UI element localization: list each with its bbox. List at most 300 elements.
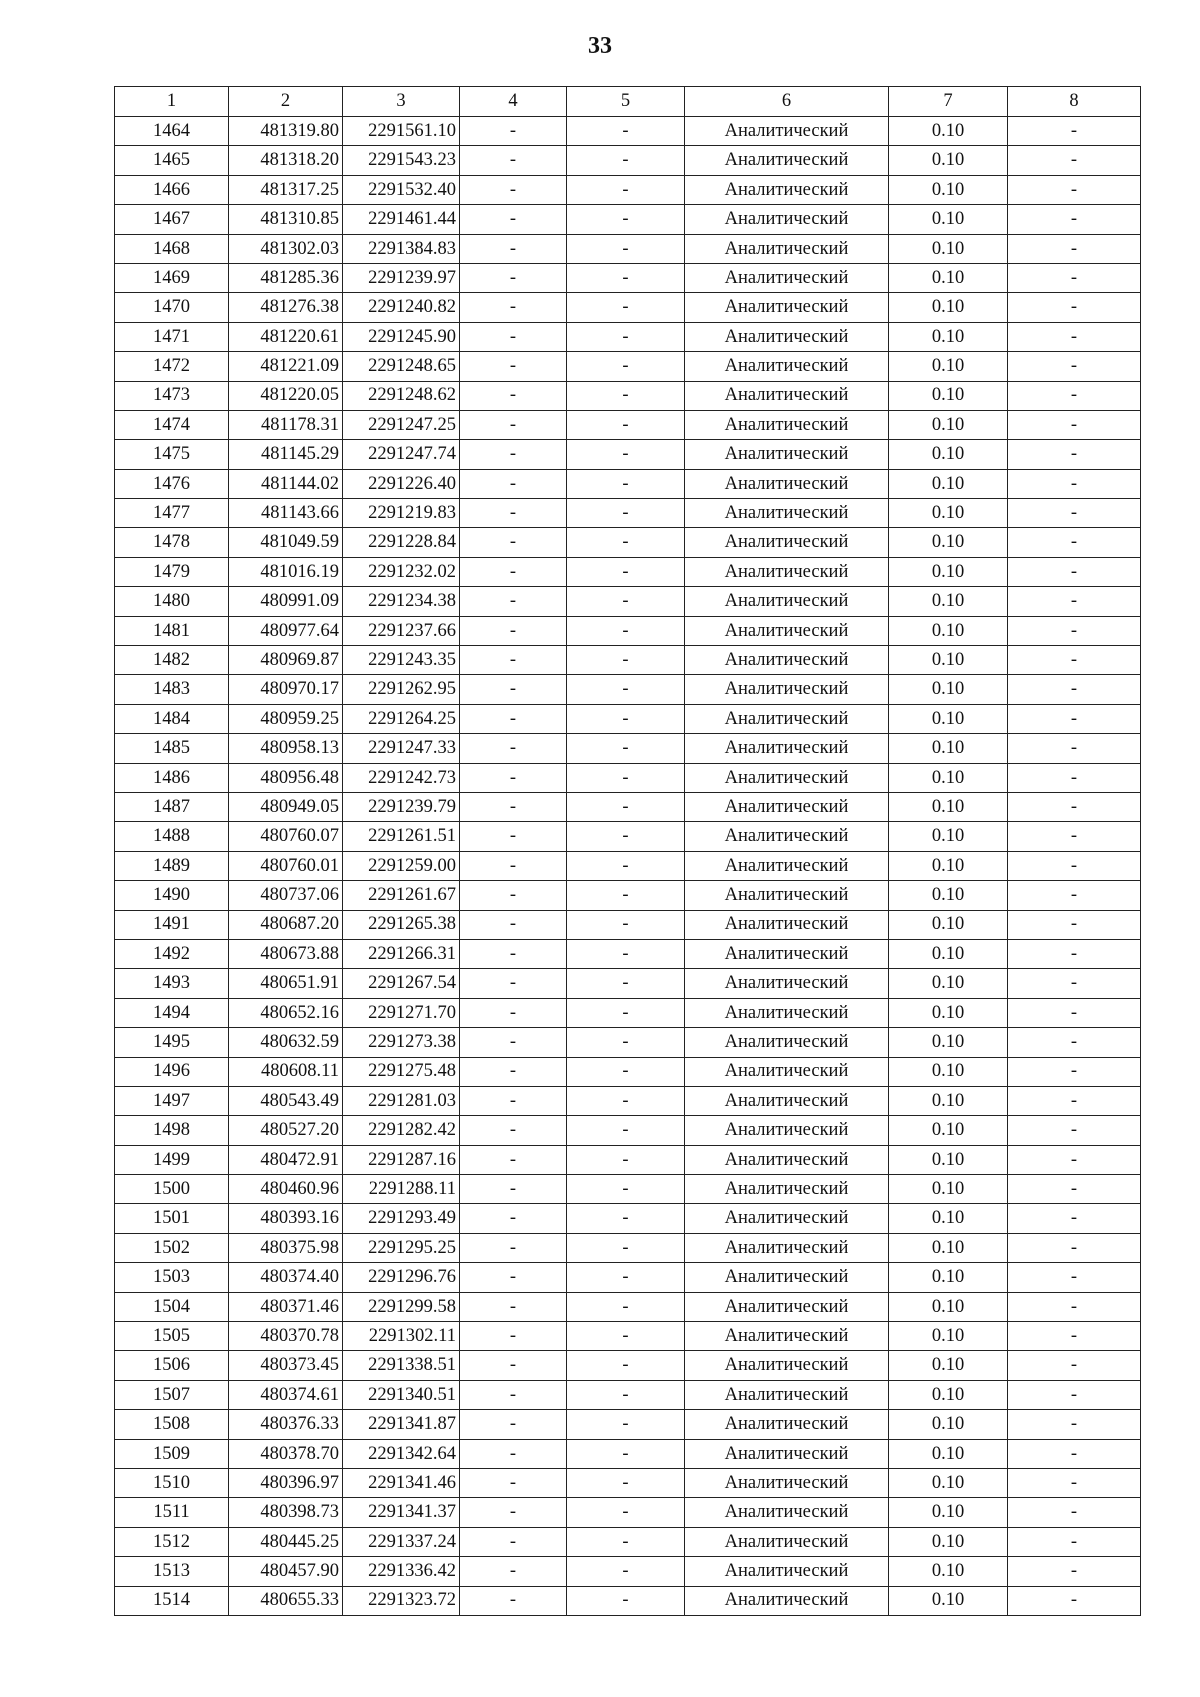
column-5-cell: - [567, 969, 685, 998]
method-cell: Аналитический [685, 381, 889, 410]
table-row [115, 557, 1141, 586]
column-4-cell: - [460, 263, 567, 292]
column-5-cell: - [567, 205, 685, 234]
method-cell: Аналитический [685, 175, 889, 204]
table-row [115, 910, 1141, 939]
x-coordinate-cell: 480760.07 [229, 822, 343, 851]
column-5-cell: - [567, 998, 685, 1027]
y-coordinate-cell: 2291239.97 [343, 263, 460, 292]
accuracy-cell: 0.10 [889, 910, 1008, 939]
accuracy-cell: 0.10 [889, 1351, 1008, 1380]
column-5-cell: - [567, 1292, 685, 1321]
accuracy-cell: 0.10 [889, 352, 1008, 381]
table-row [115, 616, 1141, 645]
method-cell: Аналитический [685, 939, 889, 968]
table-row [115, 410, 1141, 439]
accuracy-cell: 0.10 [889, 1527, 1008, 1556]
column-4-cell: - [460, 381, 567, 410]
x-coordinate-cell: 481319.80 [229, 117, 343, 146]
column-8-cell: - [1008, 1527, 1141, 1556]
column-8-cell: - [1008, 499, 1141, 528]
method-cell: Аналитический [685, 616, 889, 645]
point-number-cell: 1500 [115, 1175, 229, 1204]
column-header: 1 [115, 87, 229, 117]
column-5-cell: - [567, 293, 685, 322]
column-4-cell: - [460, 616, 567, 645]
point-number-cell: 1478 [115, 528, 229, 557]
y-coordinate-cell: 2291237.66 [343, 616, 460, 645]
column-5-cell: - [567, 1263, 685, 1292]
column-8-cell: - [1008, 616, 1141, 645]
column-4-cell: - [460, 1527, 567, 1556]
column-5-cell: - [567, 440, 685, 469]
accuracy-cell: 0.10 [889, 175, 1008, 204]
x-coordinate-cell: 480457.90 [229, 1557, 343, 1586]
accuracy-cell: 0.10 [889, 1586, 1008, 1615]
column-8-cell: - [1008, 1322, 1141, 1351]
column-8-cell: - [1008, 381, 1141, 410]
x-coordinate-cell: 480949.05 [229, 792, 343, 821]
column-5-cell: - [567, 792, 685, 821]
column-4-cell: - [460, 1175, 567, 1204]
column-4-cell: - [460, 704, 567, 733]
point-number-cell: 1464 [115, 117, 229, 146]
table-row [115, 381, 1141, 410]
column-8-cell: - [1008, 792, 1141, 821]
column-5-cell: - [567, 1175, 685, 1204]
y-coordinate-cell: 2291243.35 [343, 646, 460, 675]
x-coordinate-cell: 480393.16 [229, 1204, 343, 1233]
table-row [115, 1116, 1141, 1145]
y-coordinate-cell: 2291248.65 [343, 352, 460, 381]
column-header: 4 [460, 87, 567, 117]
accuracy-cell: 0.10 [889, 969, 1008, 998]
column-4-cell: - [460, 646, 567, 675]
x-coordinate-cell: 480371.46 [229, 1292, 343, 1321]
accuracy-cell: 0.10 [889, 646, 1008, 675]
column-4-cell: - [460, 499, 567, 528]
method-cell: Аналитический [685, 998, 889, 1027]
table-row [115, 352, 1141, 381]
column-4-cell: - [460, 146, 567, 175]
x-coordinate-cell: 481144.02 [229, 469, 343, 498]
column-5-cell: - [567, 322, 685, 351]
method-cell: Аналитический [685, 881, 889, 910]
x-coordinate-cell: 480373.45 [229, 1351, 343, 1380]
column-5-cell: - [567, 381, 685, 410]
column-4-cell: - [460, 293, 567, 322]
column-5-cell: - [567, 1116, 685, 1145]
x-coordinate-cell: 481220.05 [229, 381, 343, 410]
column-header: 5 [567, 87, 685, 117]
column-4-cell: - [460, 969, 567, 998]
accuracy-cell: 0.10 [889, 528, 1008, 557]
y-coordinate-cell: 2291384.83 [343, 234, 460, 263]
column-5-cell: - [567, 910, 685, 939]
y-coordinate-cell: 2291247.25 [343, 410, 460, 439]
table-row [115, 1322, 1141, 1351]
accuracy-cell: 0.10 [889, 440, 1008, 469]
column-5-cell: - [567, 851, 685, 880]
x-coordinate-cell: 480375.98 [229, 1233, 343, 1262]
x-coordinate-cell: 480374.61 [229, 1380, 343, 1409]
accuracy-cell: 0.10 [889, 205, 1008, 234]
table-row [115, 969, 1141, 998]
column-5-cell: - [567, 1498, 685, 1527]
column-4-cell: - [460, 528, 567, 557]
point-number-cell: 1476 [115, 469, 229, 498]
column-4-cell: - [460, 1468, 567, 1497]
column-8-cell: - [1008, 293, 1141, 322]
x-coordinate-cell: 480632.59 [229, 1028, 343, 1057]
accuracy-cell: 0.10 [889, 469, 1008, 498]
y-coordinate-cell: 2291232.02 [343, 557, 460, 586]
y-coordinate-cell: 2291234.38 [343, 587, 460, 616]
accuracy-cell: 0.10 [889, 1145, 1008, 1174]
x-coordinate-cell: 480445.25 [229, 1527, 343, 1556]
accuracy-cell: 0.10 [889, 704, 1008, 733]
column-8-cell: - [1008, 704, 1141, 733]
point-number-cell: 1490 [115, 881, 229, 910]
column-5-cell: - [567, 763, 685, 792]
point-number-cell: 1495 [115, 1028, 229, 1057]
point-number-cell: 1489 [115, 851, 229, 880]
accuracy-cell: 0.10 [889, 1557, 1008, 1586]
accuracy-cell: 0.10 [889, 1292, 1008, 1321]
column-8-cell: - [1008, 1116, 1141, 1145]
table-row [115, 939, 1141, 968]
method-cell: Аналитический [685, 792, 889, 821]
accuracy-cell: 0.10 [889, 1204, 1008, 1233]
y-coordinate-cell: 2291302.11 [343, 1322, 460, 1351]
method-cell: Аналитический [685, 1498, 889, 1527]
column-5-cell: - [567, 528, 685, 557]
y-coordinate-cell: 2291273.38 [343, 1028, 460, 1057]
method-cell: Аналитический [685, 1145, 889, 1174]
method-cell: Аналитический [685, 1292, 889, 1321]
y-coordinate-cell: 2291239.79 [343, 792, 460, 821]
method-cell: Аналитический [685, 1233, 889, 1262]
column-4-cell: - [460, 440, 567, 469]
point-number-cell: 1505 [115, 1322, 229, 1351]
y-coordinate-cell: 2291338.51 [343, 1351, 460, 1380]
x-coordinate-cell: 480977.64 [229, 616, 343, 645]
table-row [115, 263, 1141, 292]
point-number-cell: 1482 [115, 646, 229, 675]
accuracy-cell: 0.10 [889, 851, 1008, 880]
column-8-cell: - [1008, 1086, 1141, 1115]
column-4-cell: - [460, 352, 567, 381]
point-number-cell: 1468 [115, 234, 229, 263]
column-8-cell: - [1008, 146, 1141, 175]
column-8-cell: - [1008, 1380, 1141, 1409]
point-number-cell: 1488 [115, 822, 229, 851]
accuracy-cell: 0.10 [889, 763, 1008, 792]
y-coordinate-cell: 2291299.58 [343, 1292, 460, 1321]
point-number-cell: 1479 [115, 557, 229, 586]
column-4-cell: - [460, 1586, 567, 1615]
y-coordinate-cell: 2291288.11 [343, 1175, 460, 1204]
column-4-cell: - [460, 939, 567, 968]
table-row [115, 440, 1141, 469]
method-cell: Аналитический [685, 410, 889, 439]
table-row [115, 822, 1141, 851]
x-coordinate-cell: 480991.09 [229, 587, 343, 616]
column-8-cell: - [1008, 939, 1141, 968]
column-8-cell: - [1008, 910, 1141, 939]
column-5-cell: - [567, 587, 685, 616]
method-cell: Аналитический [685, 263, 889, 292]
column-4-cell: - [460, 1204, 567, 1233]
table-row [115, 528, 1141, 557]
y-coordinate-cell: 2291295.25 [343, 1233, 460, 1262]
method-cell: Аналитический [685, 1557, 889, 1586]
column-8-cell: - [1008, 234, 1141, 263]
accuracy-cell: 0.10 [889, 117, 1008, 146]
y-coordinate-cell: 2291267.54 [343, 969, 460, 998]
method-cell: Аналитический [685, 146, 889, 175]
point-number-cell: 1498 [115, 1116, 229, 1145]
x-coordinate-cell: 480376.33 [229, 1410, 343, 1439]
table-row [115, 1175, 1141, 1204]
y-coordinate-cell: 2291266.31 [343, 939, 460, 968]
table-row [115, 499, 1141, 528]
column-8-cell: - [1008, 469, 1141, 498]
column-4-cell: - [460, 1086, 567, 1115]
method-cell: Аналитический [685, 1204, 889, 1233]
y-coordinate-cell: 2291282.42 [343, 1116, 460, 1145]
column-5-cell: - [567, 704, 685, 733]
point-number-cell: 1472 [115, 352, 229, 381]
column-8-cell: - [1008, 881, 1141, 910]
method-cell: Аналитический [685, 704, 889, 733]
method-cell: Аналитический [685, 1322, 889, 1351]
y-coordinate-cell: 2291340.51 [343, 1380, 460, 1409]
method-cell: Аналитический [685, 322, 889, 351]
point-number-cell: 1510 [115, 1468, 229, 1497]
point-number-cell: 1501 [115, 1204, 229, 1233]
table-row [115, 1498, 1141, 1527]
point-number-cell: 1508 [115, 1410, 229, 1439]
method-cell: Аналитический [685, 205, 889, 234]
table-row [115, 998, 1141, 1027]
column-4-cell: - [460, 792, 567, 821]
x-coordinate-cell: 480608.11 [229, 1057, 343, 1086]
column-5-cell: - [567, 234, 685, 263]
column-5-cell: - [567, 1557, 685, 1586]
y-coordinate-cell: 2291259.00 [343, 851, 460, 880]
x-coordinate-cell: 480969.87 [229, 646, 343, 675]
accuracy-cell: 0.10 [889, 1028, 1008, 1057]
page-number: 33 [588, 33, 612, 59]
column-4-cell: - [460, 1498, 567, 1527]
accuracy-cell: 0.10 [889, 587, 1008, 616]
method-cell: Аналитический [685, 675, 889, 704]
point-number-cell: 1466 [115, 175, 229, 204]
column-4-cell: - [460, 1116, 567, 1145]
table-row [115, 1557, 1141, 1586]
y-coordinate-cell: 2291242.73 [343, 763, 460, 792]
y-coordinate-cell: 2291245.90 [343, 322, 460, 351]
column-5-cell: - [567, 1057, 685, 1086]
point-number-cell: 1467 [115, 205, 229, 234]
y-coordinate-cell: 2291248.62 [343, 381, 460, 410]
table-row [115, 1527, 1141, 1556]
accuracy-cell: 0.10 [889, 675, 1008, 704]
x-coordinate-cell: 480460.96 [229, 1175, 343, 1204]
column-4-cell: - [460, 1057, 567, 1086]
table-row [115, 1263, 1141, 1292]
accuracy-cell: 0.10 [889, 410, 1008, 439]
point-number-cell: 1509 [115, 1439, 229, 1468]
accuracy-cell: 0.10 [889, 939, 1008, 968]
point-number-cell: 1514 [115, 1586, 229, 1615]
point-number-cell: 1494 [115, 998, 229, 1027]
y-coordinate-cell: 2291247.74 [343, 440, 460, 469]
point-number-cell: 1486 [115, 763, 229, 792]
table-row [115, 1380, 1141, 1409]
column-4-cell: - [460, 998, 567, 1027]
column-4-cell: - [460, 1233, 567, 1262]
x-coordinate-cell: 481302.03 [229, 234, 343, 263]
table-row [115, 675, 1141, 704]
x-coordinate-cell: 480378.70 [229, 1439, 343, 1468]
method-cell: Аналитический [685, 851, 889, 880]
method-cell: Аналитический [685, 469, 889, 498]
table-row [115, 146, 1141, 175]
table-row [115, 851, 1141, 880]
column-5-cell: - [567, 1145, 685, 1174]
y-coordinate-cell: 2291261.51 [343, 822, 460, 851]
accuracy-cell: 0.10 [889, 998, 1008, 1027]
column-5-cell: - [567, 469, 685, 498]
x-coordinate-cell: 480673.88 [229, 939, 343, 968]
column-4-cell: - [460, 175, 567, 204]
column-5-cell: - [567, 1468, 685, 1497]
column-5-cell: - [567, 146, 685, 175]
column-5-cell: - [567, 734, 685, 763]
y-coordinate-cell: 2291264.25 [343, 704, 460, 733]
column-8-cell: - [1008, 646, 1141, 675]
column-5-cell: - [567, 410, 685, 439]
accuracy-cell: 0.10 [889, 1498, 1008, 1527]
y-coordinate-cell: 2291341.37 [343, 1498, 460, 1527]
table-row [115, 734, 1141, 763]
column-header: 8 [1008, 87, 1141, 117]
method-cell: Аналитический [685, 646, 889, 675]
y-coordinate-cell: 2291247.33 [343, 734, 460, 763]
table-row [115, 1086, 1141, 1115]
column-5-cell: - [567, 499, 685, 528]
column-4-cell: - [460, 851, 567, 880]
accuracy-cell: 0.10 [889, 293, 1008, 322]
column-8-cell: - [1008, 322, 1141, 351]
column-8-cell: - [1008, 1204, 1141, 1233]
x-coordinate-cell: 481178.31 [229, 410, 343, 439]
column-8-cell: - [1008, 675, 1141, 704]
y-coordinate-cell: 2291287.16 [343, 1145, 460, 1174]
column-5-cell: - [567, 1586, 685, 1615]
x-coordinate-cell: 481220.61 [229, 322, 343, 351]
table-row [115, 1351, 1141, 1380]
accuracy-cell: 0.10 [889, 1057, 1008, 1086]
method-cell: Аналитический [685, 587, 889, 616]
column-5-cell: - [567, 1439, 685, 1468]
column-8-cell: - [1008, 440, 1141, 469]
x-coordinate-cell: 480737.06 [229, 881, 343, 910]
method-cell: Аналитический [685, 1175, 889, 1204]
column-4-cell: - [460, 205, 567, 234]
table-row [115, 1586, 1141, 1615]
column-8-cell: - [1008, 998, 1141, 1027]
accuracy-cell: 0.10 [889, 1468, 1008, 1497]
table-row [115, 175, 1141, 204]
y-coordinate-cell: 2291461.44 [343, 205, 460, 234]
column-8-cell: - [1008, 969, 1141, 998]
point-number-cell: 1470 [115, 293, 229, 322]
point-number-cell: 1485 [115, 734, 229, 763]
column-8-cell: - [1008, 263, 1141, 292]
column-8-cell: - [1008, 175, 1141, 204]
y-coordinate-cell: 2291342.64 [343, 1439, 460, 1468]
method-cell: Аналитический [685, 234, 889, 263]
y-coordinate-cell: 2291226.40 [343, 469, 460, 498]
accuracy-cell: 0.10 [889, 1175, 1008, 1204]
accuracy-cell: 0.10 [889, 322, 1008, 351]
method-cell: Аналитический [685, 1468, 889, 1497]
y-coordinate-cell: 2291532.40 [343, 175, 460, 204]
column-4-cell: - [460, 587, 567, 616]
method-cell: Аналитический [685, 910, 889, 939]
point-number-cell: 1484 [115, 704, 229, 733]
table-row [115, 1028, 1141, 1057]
column-4-cell: - [460, 1145, 567, 1174]
point-number-cell: 1503 [115, 1263, 229, 1292]
y-coordinate-cell: 2291561.10 [343, 117, 460, 146]
column-5-cell: - [567, 1086, 685, 1115]
accuracy-cell: 0.10 [889, 881, 1008, 910]
accuracy-cell: 0.10 [889, 1410, 1008, 1439]
method-cell: Аналитический [685, 1263, 889, 1292]
point-number-cell: 1502 [115, 1233, 229, 1262]
column-8-cell: - [1008, 352, 1141, 381]
method-cell: Аналитический [685, 1527, 889, 1556]
table-row [115, 1204, 1141, 1233]
x-coordinate-cell: 480527.20 [229, 1116, 343, 1145]
column-4-cell: - [460, 469, 567, 498]
point-number-cell: 1493 [115, 969, 229, 998]
x-coordinate-cell: 480655.33 [229, 1586, 343, 1615]
column-8-cell: - [1008, 1233, 1141, 1262]
method-cell: Аналитический [685, 1028, 889, 1057]
x-coordinate-cell: 480652.16 [229, 998, 343, 1027]
column-5-cell: - [567, 263, 685, 292]
column-4-cell: - [460, 763, 567, 792]
table-row [115, 763, 1141, 792]
column-4-cell: - [460, 1410, 567, 1439]
point-number-cell: 1506 [115, 1351, 229, 1380]
method-cell: Аналитический [685, 1351, 889, 1380]
method-cell: Аналитический [685, 117, 889, 146]
column-5-cell: - [567, 175, 685, 204]
column-8-cell: - [1008, 822, 1141, 851]
column-8-cell: - [1008, 410, 1141, 439]
column-4-cell: - [460, 1028, 567, 1057]
point-number-cell: 1497 [115, 1086, 229, 1115]
column-8-cell: - [1008, 734, 1141, 763]
column-4-cell: - [460, 1322, 567, 1351]
x-coordinate-cell: 480374.40 [229, 1263, 343, 1292]
